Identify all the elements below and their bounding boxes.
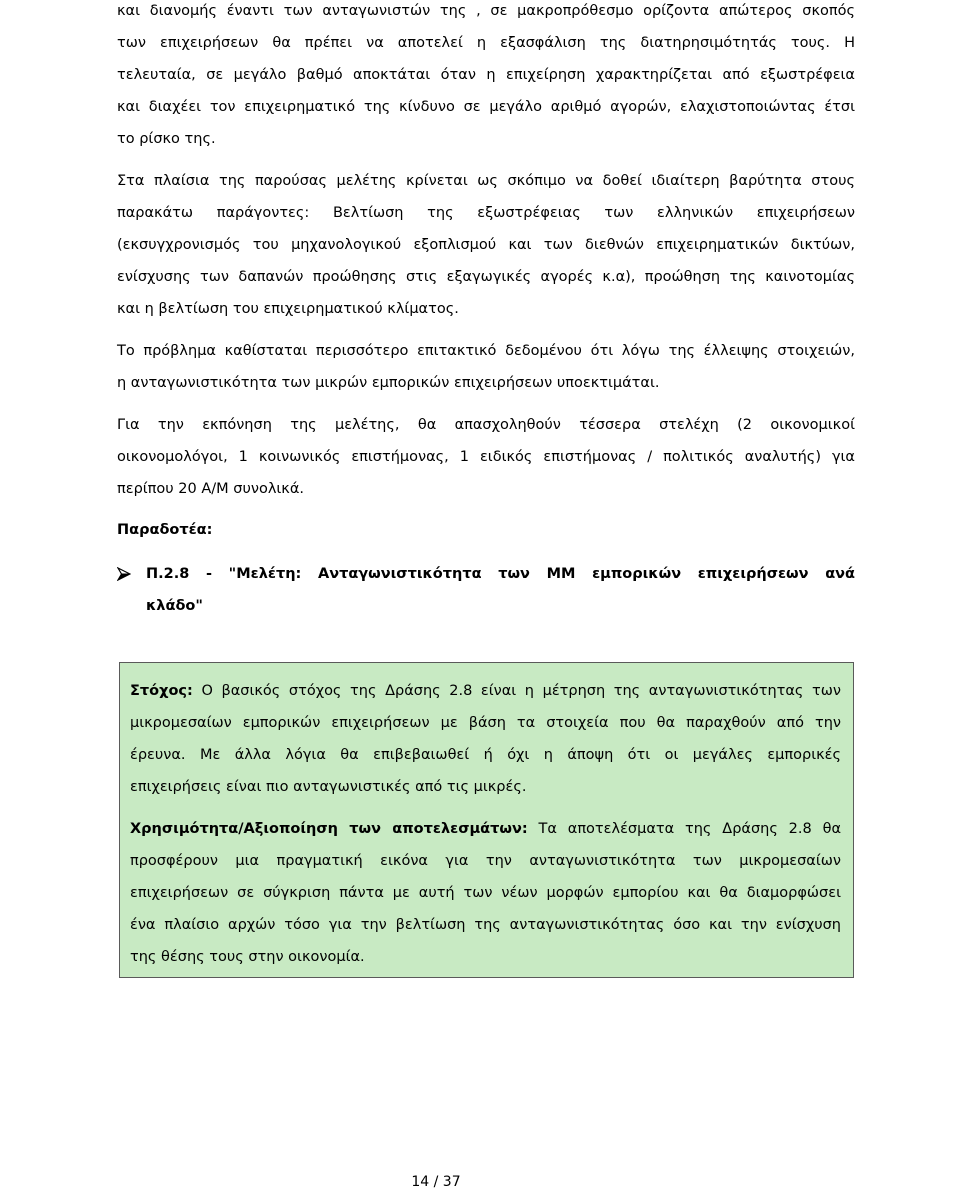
usefulness-text: Τα αποτελέσματα της Δράσης 2.8 θα — [538, 821, 842, 837]
text-line: επιχειρήσεων σε σύγκριση πάντα με αυτή των νέων μορφών εμπορίου και θα διαμορφώσει — [130, 885, 841, 901]
text-line: προσφέρουν μια πραγματική εικόνα για την ανταγωνιστικότητα των μικρομεσαίων — [130, 853, 841, 869]
text-line: της θέσης τους στην οικονομία. — [130, 949, 365, 965]
factors-paragraph — [117, 165, 855, 325]
deliverable-text — [146, 558, 855, 622]
text-line: το ρίσκο της. — [117, 131, 216, 147]
text-line: Το πρόβλημα καθίσταται περισσότερο επιτακτικό δεδομένου ότι λόγω της έλλειψης στοιχειών, — [117, 343, 855, 359]
page-number: 14 / 37 — [411, 1174, 461, 1190]
usefulness-section — [130, 813, 841, 973]
goal-label: Στόχος: — [130, 683, 193, 699]
text-line: ενίσχυσης των δαπανών προώθησης στις εξαγωγικές αγορές κ.α), προώθηση της καινοτομίας — [117, 269, 855, 285]
text-line: ένα πλαίσιο αρχών τόσο για την βελτίωση της ανταγωνιστικότητας όσο και την ενίσχυση — [130, 917, 841, 933]
text-line: και διανομής έναντι των ανταγωνιστών της , σε μακροπρόθεσμο ορίζοντα απώτερος σκοπός — [117, 3, 855, 19]
text-line: οικονομολόγοι, 1 κοινωνικός επιστήμονας, 1 ειδικός επιστήμονας / πολιτικός αναλυτής) για — [117, 449, 855, 465]
goal-section — [130, 675, 841, 803]
problem-paragraph — [117, 335, 855, 399]
text-line: παρακάτω παράγοντες: Βελτίωση της εξωστρέφειας των ελληνικών επιχειρήσεων — [117, 205, 855, 221]
arrow-bullet-icon — [117, 567, 131, 581]
text-line: Στα πλαίσια της παρούσας μελέτης κρίνεται ως σκόπιμο να δοθεί ιδιαίτερη βαρύτητα στους — [117, 173, 855, 189]
text-line: η ανταγωνιστικότητα των μικρών εμπορικών επιχειρήσεων υποεκτιμάται. — [117, 375, 660, 391]
text-line: Π.2.8 - "Μελέτη: Ανταγωνιστικότητα των ΜΜ εμπορικών επιχειρήσεων ανά — [146, 566, 855, 582]
text-line — [130, 813, 841, 845]
text-line: και διαχέει τον επιχειρηματικό της κίνδυνο σε μεγάλο αριθμό αγορών, ελαχιστοποιώντας έτσι — [117, 99, 855, 115]
text-line: περίπου 20 Α/Μ συνολικά. — [117, 481, 305, 497]
text-line: (εκσυγχρονισμός του μηχανολογικού εξοπλισμού και των διεθνών επιχειρηματικών δικτύων, — [117, 237, 855, 253]
text-line: έρευνα. Με άλλα λόγια θα επιβεβαιωθεί ή όχι η άποψη ότι οι μεγάλες εμπορικές — [130, 747, 841, 763]
text-line: επιχειρήσεις είναι πιο ανταγωνιστικές από τις μικρές. — [130, 779, 527, 795]
text-line: και η βελτίωση του επιχειρηματικού κλίματος. — [117, 301, 459, 317]
text-line: τελευταία, σε μεγάλο βαθμό αποκτάται όταν η επιχείρηση χαρακτηρίζεται από εξωστρέφεια — [117, 67, 855, 83]
staff-paragraph — [117, 409, 855, 505]
text-line: μικρομεσαίων εμπορικών επιχειρήσεων με βάση τα στοιχεία που θα παραχθούν από την — [130, 715, 841, 731]
text-line — [130, 675, 841, 707]
text-line: των επιχειρήσεων θα πρέπει να αποτελεί η εξασφάλιση της διατηρησιμότητάς τους. Η — [117, 35, 855, 51]
text-line: κλάδο" — [146, 598, 203, 614]
deliverables-heading — [117, 514, 855, 546]
goal-text: Ο βασικός στόχος της Δράσης 2.8 είναι η μέτρηση της ανταγωνιστικότητας των — [201, 683, 841, 699]
info-box — [119, 662, 854, 978]
heading-text: Παραδοτέα: — [117, 522, 213, 538]
intro-paragraph — [117, 0, 855, 155]
usefulness-label: Χρησιμότητα/Αξιοποίηση των αποτελεσμάτων: — [130, 821, 528, 837]
text-line: Για την εκπόνηση της μελέτης, θα απασχοληθούν τέσσερα στελέχη (2 οικονομικοί — [117, 417, 855, 433]
